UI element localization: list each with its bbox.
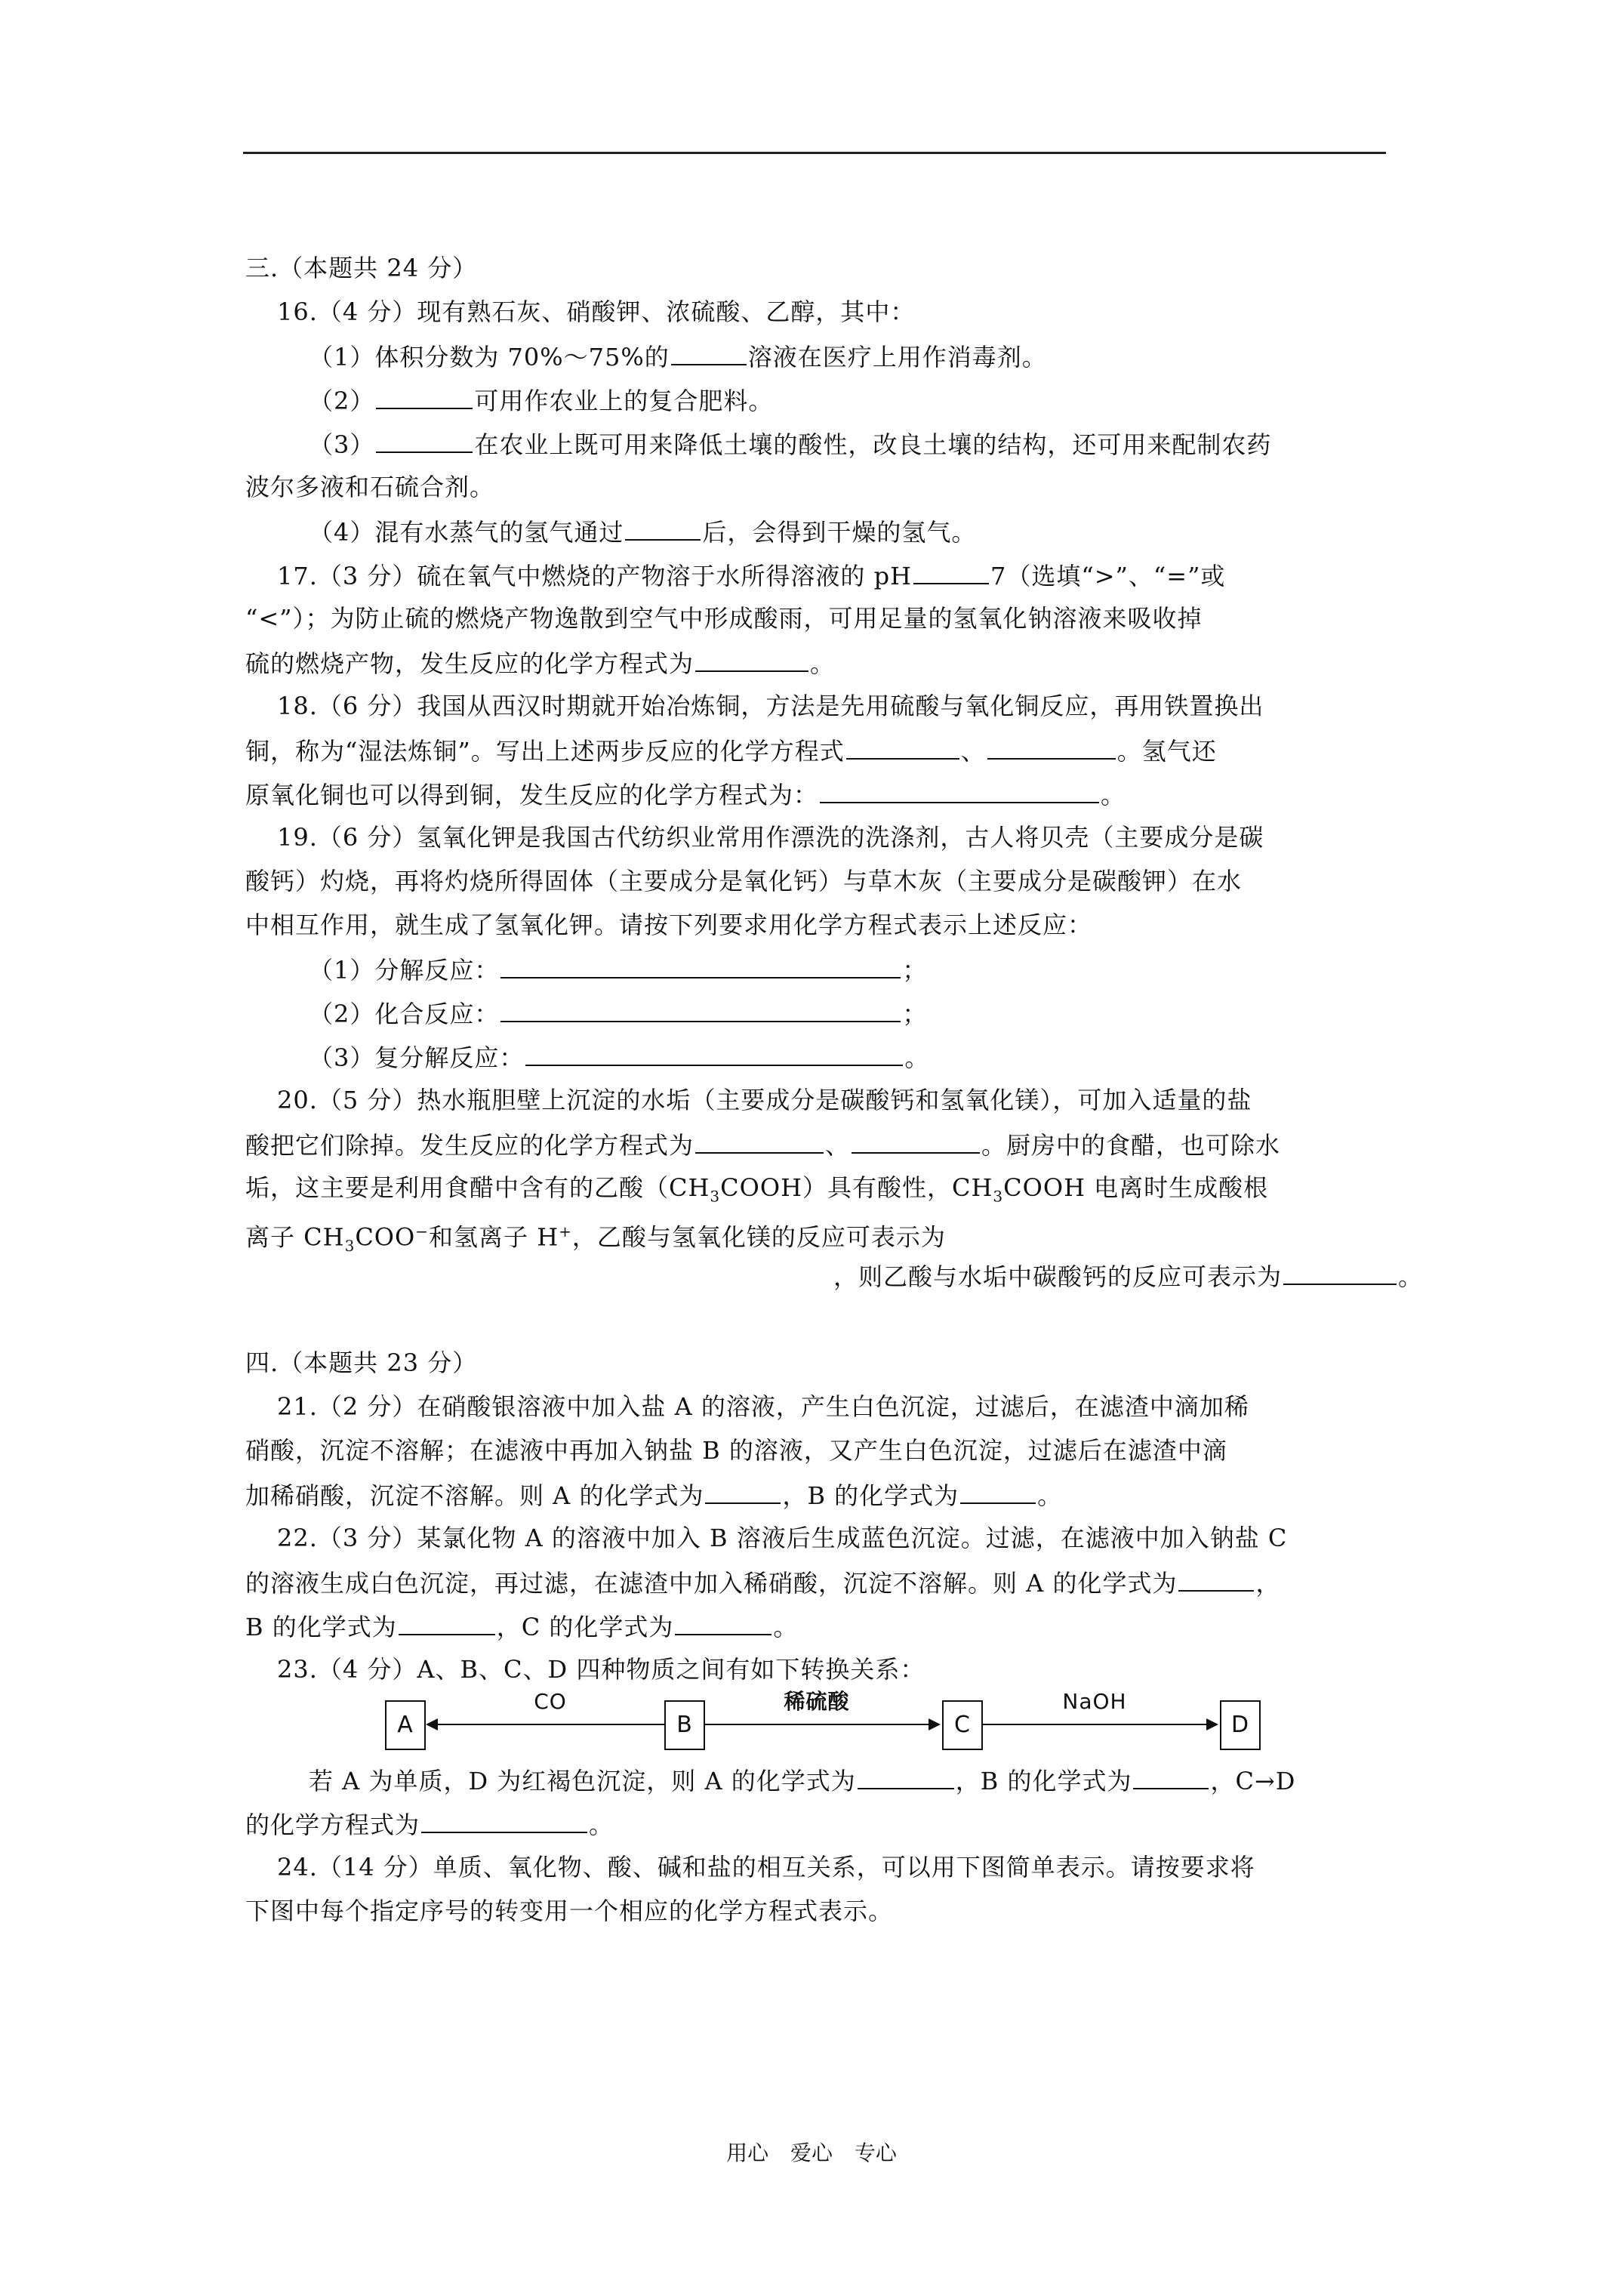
answer-blank[interactable] [913,553,989,584]
arrow-b-to-a [436,1724,664,1725]
answer-blank[interactable] [421,1801,587,1833]
page-footer: 用心 爱心 专心 [726,2140,897,2165]
answer-blank[interactable] [695,1122,824,1154]
q19-req3: （3）复分解反应： 。 [245,1034,1423,1078]
q22-line1: 22.（3 分）某氯化物 A 的溶液中加入 B 溶液后生成蓝色沉淀。过滤，在滤液中加入钠盐 C [277,1524,1288,1552]
q17-line3: 硫的燃烧产物，发生反应的化学方程式为 。 [245,640,1423,684]
answer-blank[interactable] [820,772,1099,803]
arrowhead-right [1206,1718,1218,1730]
q19-line3: 中相互作用，就生成了氢氧化钾。请按下列要求用化学方程式表示上述反应： [245,911,1093,939]
answer-blank[interactable] [705,1472,781,1504]
answer-blank[interactable] [376,378,473,409]
box-a: A [385,1700,426,1750]
q24-line2: 下图中每个指定序号的转变用一个相应的化学方程式表示。 [245,1897,894,1925]
q20-line5: ，则乙酸与水垢中碳酸钙的反应可表示为 。 [245,1253,1423,1297]
answer-blank[interactable] [858,1758,954,1789]
answer-blank[interactable] [500,947,901,978]
q21-line1: 21.（2 分）在硝酸银溶液中加入盐 A 的溶液，产生白色沉淀，过滤后，在滤渣中滴加稀 [277,1392,1249,1421]
answer-blank[interactable] [846,728,959,760]
label-co: CO [534,1689,567,1714]
answer-blank[interactable] [399,1604,495,1635]
q23-line2: 的化学方程式为 。 [245,1801,1423,1845]
box-c: C [942,1700,983,1750]
q19-req1: （1）分解反应： ； [245,947,1423,991]
section-4-heading: 四.（本题共 23 分） [245,1348,478,1377]
q19-line1: 19.（6 分）氢氧化钾是我国古代纺织业常用作漂洗的洗涤剂，古人将贝壳（主要成分是碳 [277,823,1264,852]
arrow-c-to-d [983,1724,1206,1725]
answer-blank[interactable] [987,728,1116,760]
document-body [245,246,1423,1933]
q20-line2: 酸把它们除掉。发生反应的化学方程式为 、 。厨房中的食醋，也可除水 [245,1122,1423,1166]
q20-line4: 离子 $CH_3COO^-$和氢离子 H+，乙酸与氢氧化镁的反应可表示为 [245,1222,946,1256]
answer-blank[interactable] [852,1122,980,1154]
label-dilute-sulfuric-acid: 稀硫酸 [784,1689,850,1714]
arrowhead-right [929,1718,941,1730]
q23-line1: 若 A 为单质，D 为红褐色沉淀，则 A 的化学式为 ，B 的化学式为 ，C→D [245,1758,1423,1801]
q16-stem: 16.（4 分）现有熟石灰、硝酸钾、浓硫酸、乙醇，其中： [277,297,916,326]
q23-stem: 23.（4 分）A、B、C、D 四种物质之间有如下转换关系： [277,1655,925,1684]
q17-line1: 17.（3 分）硫在氧气中燃烧的产物溶于水所得溶液的 pH 7（选填“>”、“=”或 [245,553,1423,596]
q16-part3: （3） 在农业上既可用来降低土壤的酸性，改良土壤的结构，还可用来配制农药 [245,421,1423,465]
q16-part3-cont: 波尔多液和石硫合剂。 [245,473,495,501]
q24-line1: 24.（14 分）单质、氧化物、酸、碱和盐的相互关系，可以用下图简单表示。请按要求将 [277,1853,1255,1881]
q16-part2: （2） 可用作农业上的复合肥料。 [245,378,1423,421]
answer-blank[interactable] [1178,1560,1254,1592]
q21-line3: 加稀硝酸，沉淀不溶解。则 A 的化学式为 ，B 的化学式为 。 [245,1472,1423,1516]
q22-line2: 的溶液生成白色沉淀，再过滤，在滤渣中加入稀硝酸，沉淀不溶解。则 A 的化学式为 ， [245,1560,1423,1604]
section-3-heading: 三.（本题共 24 分） [245,254,478,282]
answer-blank[interactable] [1283,1253,1397,1285]
conversion-diagram [385,1691,1291,1758]
box-b: B [664,1700,705,1750]
q19-line2: 酸钙）灼烧，再将灼烧所得固体（主要成分是氧化钙）与草木灰（主要成分是碳酸钾）在水 [245,867,1243,895]
q20-line3: 垢，这主要是利用食醋中含有的乙酸$(CH_3COOH)$具有酸性，$CH_3COOH$ 电离时生成酸根 [245,1173,1269,1206]
q22-line3: B 的化学式为 ，C 的化学式为 。 [245,1604,1423,1647]
q20-line1: 20.（5 分）热水瓶胆壁上沉淀的水垢（主要成分是碳酸钙和氢氧化镁），可加入适量的盐 [277,1086,1252,1114]
q17-line2: “<”）；为防止硫的燃烧产物逸散到空气中形成酸雨，可用足量的氢氧化钠溶液来吸收掉 [245,604,1203,633]
answer-blank[interactable] [671,334,747,365]
header-rule [243,152,1386,154]
answer-blank[interactable] [625,509,701,541]
answer-blank[interactable] [500,991,901,1022]
answer-blank[interactable] [525,1034,903,1066]
box-d: D [1220,1700,1261,1750]
answer-blank[interactable] [695,640,808,672]
q18-line2: 铜，称为“湿法炼铜”。写出上述两步反应的化学方程式 、 。氢气还 [245,728,1423,772]
arrow-b-to-c [705,1724,929,1725]
q16-part1: （1）体积分数为 70%～75%的 溶液在医疗上用作消毒剂。 [245,334,1423,378]
answer-blank[interactable] [376,421,473,453]
q21-line2: 硝酸，沉淀不溶解；在滤液中再加入钠盐 B 的溶液，又产生白色沉淀，过滤后在滤渣中滴 [245,1436,1227,1465]
label-naoh: NaOH [1062,1689,1127,1714]
q19-req2: （2）化合反应： ； [245,991,1423,1034]
answer-blank[interactable] [960,1472,1036,1504]
answer-blank[interactable] [1133,1758,1209,1789]
q18-line1: 18.（6 分）我国从西汉时期就开始冶炼铜，方法是先用硫酸与氧化铜反应，再用铁置换出 [277,692,1264,720]
answer-blank[interactable] [675,1604,771,1635]
q18-line3: 原氧化铜也可以得到铜，发生反应的化学方程式为： 。 [245,772,1423,815]
q16-part4: （4）混有水蒸气的氢气通过 后，会得到干燥的氢气。 [245,509,1423,553]
